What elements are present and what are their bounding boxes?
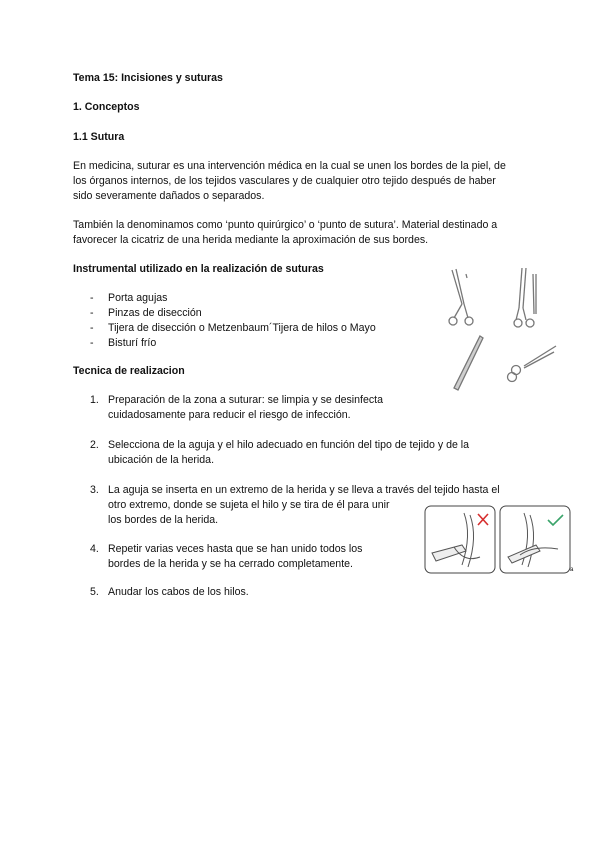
step-text-line: bordes de la herida y se ha cerrado completamente. xyxy=(108,558,353,570)
text-line: favorecer la cicatriz de una herida mediante la aproximación de sus bordes. xyxy=(73,234,429,246)
step-text-line: Repetir varias veces hasta que se han unido todos los xyxy=(108,543,363,555)
list-item xyxy=(90,291,410,306)
step-text-line: cuidadosamente para reducir el riesgo de infección. xyxy=(108,409,351,421)
bullet: - xyxy=(90,307,94,319)
instrumental-list xyxy=(90,291,410,351)
wrong-technique-panel xyxy=(425,506,495,573)
subsection-heading-sutura: 1.1 Sutura xyxy=(73,131,125,143)
section-heading-conceptos: 1. Conceptos xyxy=(73,101,140,113)
step-text-line: La aguja se inserta en un extremo de la herida y se lleva a través del tejido hasta el xyxy=(108,484,500,496)
list-item-text: Pinzas de disección xyxy=(108,307,202,319)
step-number: 4. xyxy=(90,543,99,555)
step-text-line: los bordes de la herida. xyxy=(108,514,219,526)
instrumental-heading: Instrumental utilizado en la realización de suturas xyxy=(73,263,324,275)
step-number: 5. xyxy=(90,586,99,598)
page-title: Tema 15: Incisiones y suturas xyxy=(73,72,223,84)
text-line: También la denominamos como ‘punto quirúrgico’ o ‘punto de sutura’. Material destinado a xyxy=(73,219,498,231)
text-line: los órganos internos, de los tejidos vasculares y de cualquier otro tejido después de haber xyxy=(73,175,496,187)
step-number: 2. xyxy=(90,439,99,451)
paragraph-denomination xyxy=(73,218,497,248)
figure-mark: a xyxy=(570,567,574,573)
list-item xyxy=(90,336,410,351)
text-line: sido severamente dañados o separados. xyxy=(73,190,265,202)
bullet: - xyxy=(90,337,94,349)
step-item xyxy=(90,438,469,468)
step-text-line: Preparación de la zona a suturar: se limpia y se desinfecta xyxy=(108,394,383,406)
list-item-text: Tijera de disección o Metzenbaum´Tijera de hilos o Mayo xyxy=(108,322,376,334)
list-item xyxy=(90,321,410,336)
step-item xyxy=(90,585,249,600)
suture-technique-figure xyxy=(424,505,574,577)
needle-holder-icon xyxy=(449,269,473,325)
scissors-icon xyxy=(508,346,557,382)
step-text-line: ubicación de la herida. xyxy=(108,454,215,466)
forceps-icon xyxy=(514,268,536,327)
list-item-text: Bisturí frío xyxy=(108,337,157,349)
tecnica-heading: Tecnica de realizacion xyxy=(73,365,185,377)
right-technique-panel xyxy=(500,506,570,573)
list-item xyxy=(90,306,410,321)
step-number: 1. xyxy=(90,394,99,406)
text-line: En medicina, suturar es una intervención médica en la cual se unen los bordes de la piel, de xyxy=(73,160,506,172)
step-item xyxy=(90,542,362,572)
instruments-image xyxy=(436,266,560,394)
step-text-line: otro extremo, donde se sujeta el hilo y se tira de él para unir xyxy=(108,499,390,511)
step-text-line: Selecciona de la aguja y el hilo adecuado en función del tipo de tejido y de la xyxy=(108,439,470,451)
list-item-text: Porta agujas xyxy=(108,292,168,304)
bullet: - xyxy=(90,322,94,334)
step-number: 3. xyxy=(90,484,99,496)
step-text-line: Anudar los cabos de los hilos. xyxy=(108,586,249,598)
tissue-forceps-icon xyxy=(454,336,483,390)
step-item xyxy=(90,393,383,423)
paragraph-definition xyxy=(73,159,506,204)
bullet: - xyxy=(90,292,94,304)
